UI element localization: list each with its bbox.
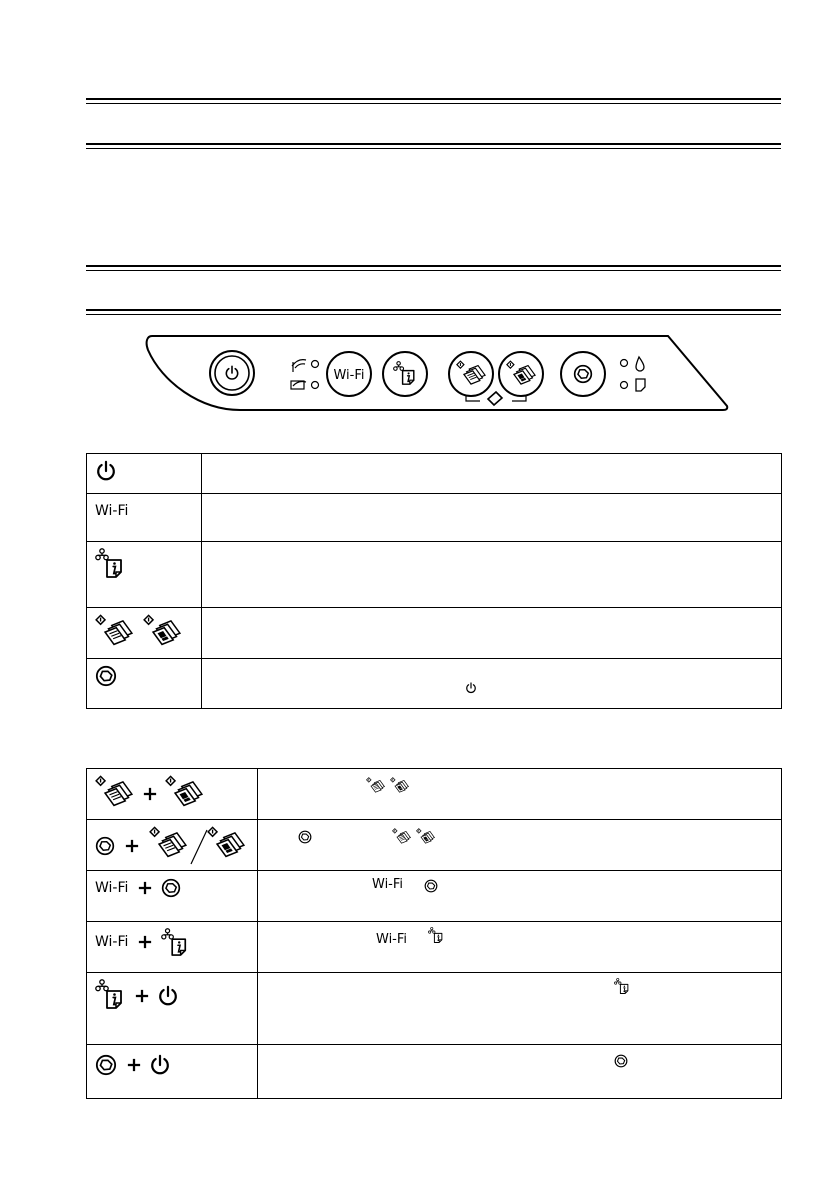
power-icon xyxy=(152,1056,168,1073)
panel-power-button[interactable] xyxy=(210,351,254,395)
bw-copy-icon xyxy=(96,615,132,644)
combo-description xyxy=(258,769,782,820)
row-icon-cell xyxy=(87,608,202,659)
bw-copy-icon xyxy=(96,776,132,805)
row-description xyxy=(202,454,782,494)
panel-wifi-button[interactable] xyxy=(327,352,371,396)
paper-icon xyxy=(621,379,646,391)
combo-cell xyxy=(87,871,258,922)
color-copy-icon xyxy=(144,615,180,644)
ink-icon xyxy=(621,357,645,371)
row-icon-cell xyxy=(87,542,202,608)
inline-wifi-label: Wi-Fi xyxy=(376,932,408,947)
inline-network-info-icon xyxy=(614,978,630,994)
network-info-icon xyxy=(161,928,189,956)
header-rule-2 xyxy=(86,143,781,149)
panel-color-copy-button[interactable] xyxy=(499,352,543,396)
row-description xyxy=(202,494,782,542)
row-icon-cell xyxy=(87,659,202,709)
power-icon xyxy=(95,460,117,482)
panel-bw-copy-button[interactable] xyxy=(449,352,493,396)
panel-network-info-button[interactable] xyxy=(383,352,427,396)
table-row xyxy=(87,454,782,494)
table-row xyxy=(87,922,782,973)
power-icon xyxy=(160,987,176,1004)
combo-cell xyxy=(87,1045,258,1099)
network-info-icon xyxy=(96,980,121,1008)
inline-power-icon xyxy=(465,682,477,694)
table-row xyxy=(87,542,782,608)
plus-icon xyxy=(144,788,156,800)
inline-wifi-label: Wi-Fi xyxy=(372,877,404,892)
inline-network-info-icon xyxy=(428,927,444,943)
header-rule-4 xyxy=(86,309,781,315)
table-row xyxy=(87,659,782,709)
control-panel-illustration xyxy=(140,332,730,414)
plus-icon xyxy=(138,881,152,895)
table-row xyxy=(87,1045,782,1099)
table-row xyxy=(87,608,782,659)
wifi-label: Wi-Fi xyxy=(95,879,129,896)
panel-wifi-label: Wi-Fi xyxy=(333,368,365,383)
row-icon-cell xyxy=(87,494,202,542)
inline-stop-icon xyxy=(298,830,312,844)
plus-icon xyxy=(136,990,148,1002)
inline-color-copy-icon xyxy=(391,778,409,793)
panel-outline xyxy=(147,336,728,410)
table-row xyxy=(87,973,782,1045)
header-rule-1 xyxy=(86,98,781,104)
wifi-label: Wi-Fi xyxy=(95,503,129,519)
network-info-icon xyxy=(95,548,125,578)
plus-icon xyxy=(128,1059,140,1071)
combo-description xyxy=(258,871,782,922)
row-description xyxy=(202,608,782,659)
header-rule-3 xyxy=(86,265,781,271)
combo-description xyxy=(258,973,782,1045)
table-row xyxy=(87,494,782,542)
stop-icon xyxy=(97,838,114,855)
stop-icon xyxy=(97,1056,115,1074)
inline-color-copy-icon xyxy=(417,829,435,844)
inline-stop-icon xyxy=(614,1054,628,1068)
plus-icon xyxy=(126,840,138,852)
inline-bw-copy-icon xyxy=(367,778,385,793)
row-icon-cell xyxy=(87,454,202,494)
wifi-label: Wi-Fi xyxy=(95,934,129,950)
buttons-table xyxy=(86,453,782,709)
inline-bw-copy-icon xyxy=(393,829,411,844)
row-description xyxy=(202,542,782,608)
combo-cell xyxy=(87,820,258,871)
wifi-direct-icon xyxy=(291,381,319,389)
combo-cell xyxy=(87,769,258,820)
color-copy-icon xyxy=(208,827,244,856)
stop-icon xyxy=(161,878,181,898)
combo-description xyxy=(258,922,782,973)
combo-cell xyxy=(87,973,258,1045)
copy-bracket xyxy=(466,392,526,405)
panel-stop-button[interactable] xyxy=(561,352,605,396)
combo-description xyxy=(258,1045,782,1099)
inline-stop-icon xyxy=(424,879,438,893)
plus-icon xyxy=(138,935,152,949)
table-row xyxy=(87,769,782,820)
color-copy-icon xyxy=(166,776,202,805)
row-description xyxy=(202,659,782,709)
combo-description xyxy=(258,820,782,871)
wifi-status-icon xyxy=(292,360,319,372)
combo-table xyxy=(86,768,782,1099)
stop-icon xyxy=(95,665,117,687)
slash-divider xyxy=(191,830,207,864)
table-row xyxy=(87,820,782,871)
bw-copy-icon xyxy=(150,827,186,856)
table-row xyxy=(87,871,782,922)
combo-cell xyxy=(87,922,258,973)
